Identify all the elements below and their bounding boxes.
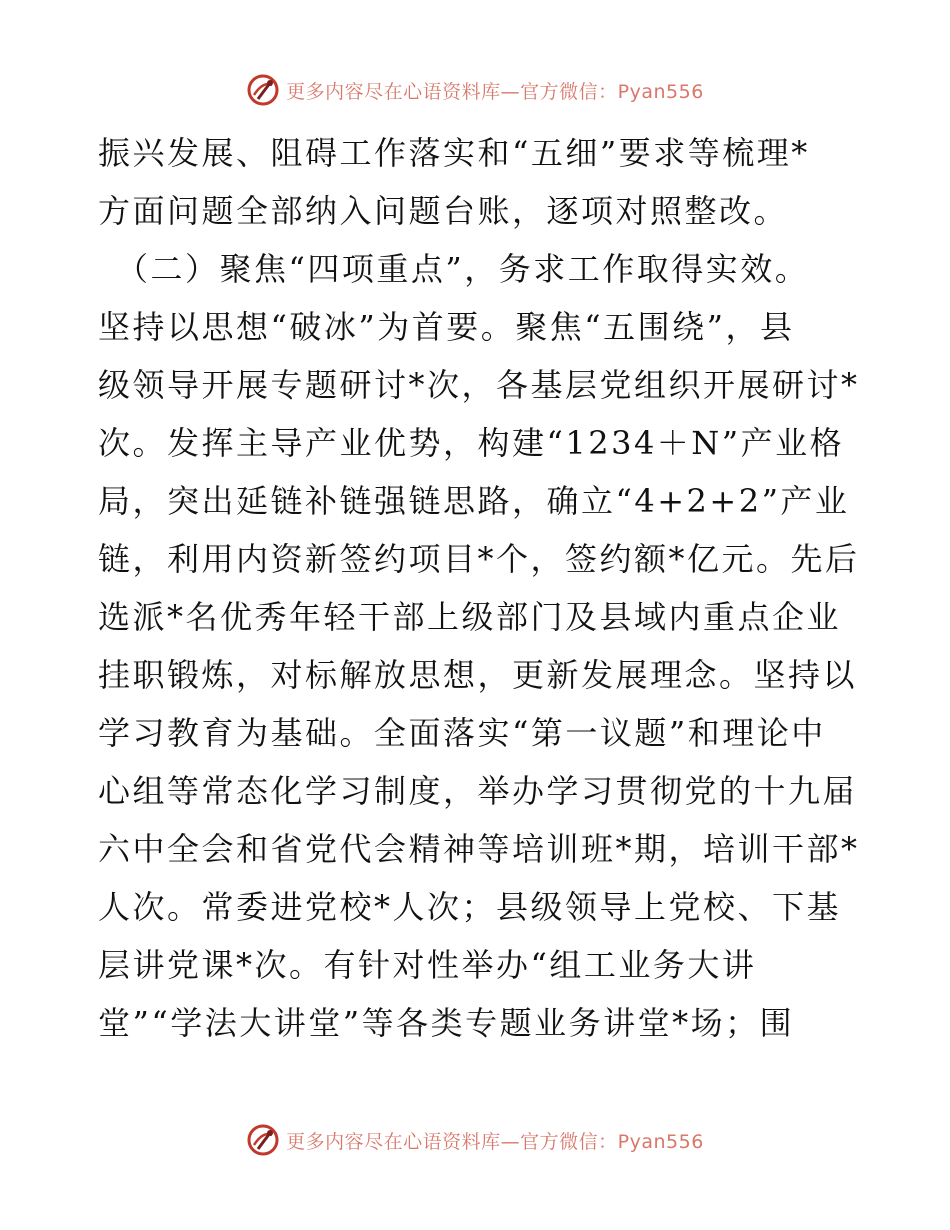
- header-watermark: [0, 70, 950, 110]
- text-line: 心组等常态化学习制度，举办学习贯彻党的十九届: [98, 772, 858, 810]
- text-line: 局，突出延链补链强链思路，确立“4+2+2”产业: [98, 482, 850, 520]
- watermark-contact: Pyan556: [617, 1130, 704, 1153]
- text-line: 挂职锻炼，对标解放思想，更新发展理念。坚持以: [98, 656, 858, 694]
- watermark-text: [286, 77, 704, 104]
- text-line: 级领导开展专题研讨*次，各基层党组织开展研讨*: [98, 366, 860, 404]
- text-line: 六中全会和省党代会精神等培训班*期，培训干部*: [98, 830, 860, 868]
- text-line: 方面问题全部纳入问题台账，逐项对照整改。: [98, 192, 789, 230]
- text-line: 选派*名优秀年轻干部上级部门及县域内重点企业: [98, 598, 842, 636]
- document-body: [98, 124, 858, 1052]
- watermark-label: 更多内容尽在心语资料库—官方微信：: [286, 80, 618, 103]
- section-heading: （二）聚焦“四项重点”，务求工作取得实效。: [116, 250, 810, 288]
- watermark-contact: Pyan556: [617, 80, 704, 103]
- logo-icon: [246, 73, 280, 107]
- text-line: 人次。常委进党校*人次；县级领导上党校、下基: [98, 888, 842, 926]
- footer-watermark: [0, 1120, 950, 1160]
- watermark-label: 更多内容尽在心语资料库—官方微信：: [286, 1130, 618, 1153]
- logo-icon: [246, 1123, 280, 1157]
- text-line: 层讲党课*次。有针对性举办“组工业务大讲: [98, 946, 757, 984]
- text-line: 次。发挥主导产业优势，构建“1234＋N”产业格: [98, 424, 845, 462]
- text-line: 堂”“学法大讲堂”等各类专题业务讲堂*场；围: [98, 1004, 795, 1042]
- text-line: 链，利用内资新签约项目*个，签约额*亿元。先后: [98, 540, 860, 578]
- text-line: 振兴发展、阻碍工作落实和“五细”要求等梳理*: [98, 134, 810, 172]
- text-line: 学习教育为基础。全面落实“第一议题”和理论中: [98, 714, 826, 752]
- watermark-text: [286, 1127, 704, 1154]
- text-line: 坚持以思想“破冰”为首要。聚焦“五围绕”，县: [98, 308, 795, 346]
